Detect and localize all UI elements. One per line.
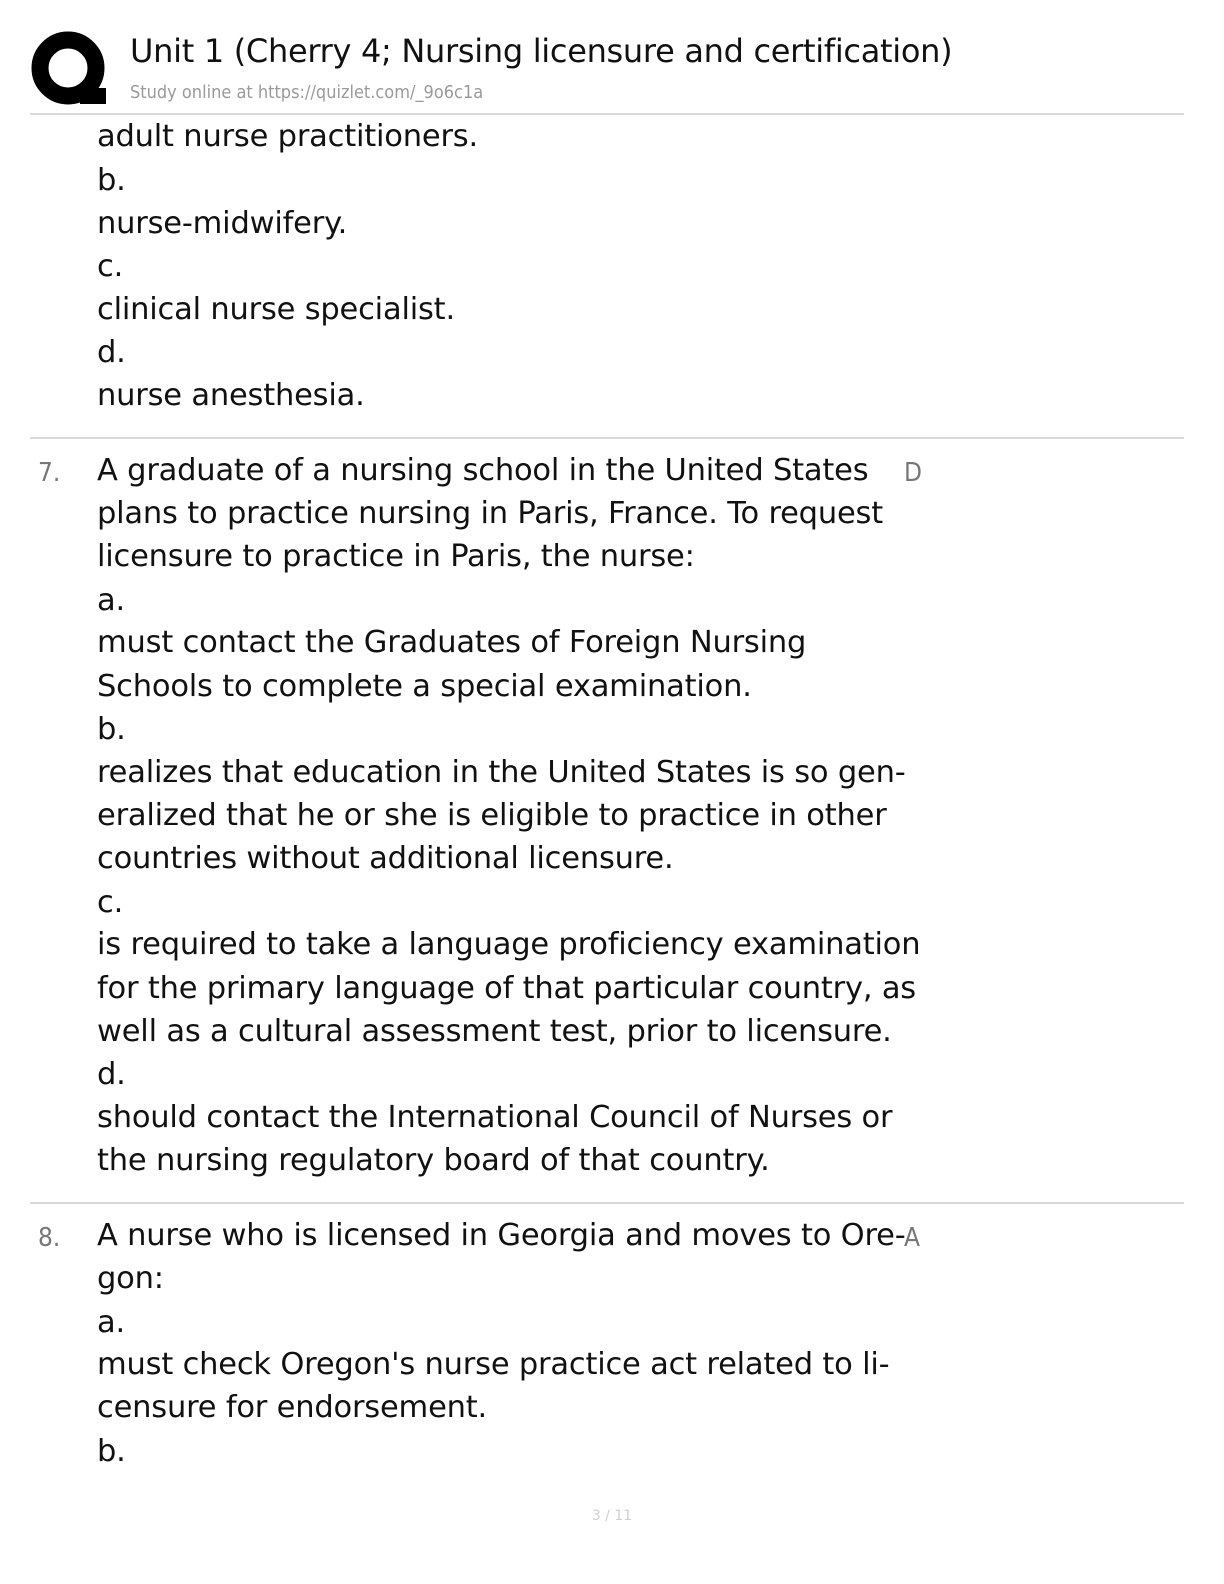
option-text: nurse anesthesia. <box>97 378 365 413</box>
question-number: 7. <box>38 458 61 488</box>
option-text: countries without additional licensure. <box>97 841 674 876</box>
option-text: the nursing regulatory board of that country. <box>97 1143 770 1178</box>
option-text: Schools to complete a special examination. <box>97 669 752 704</box>
option-letter: b. <box>97 163 126 198</box>
question-text: licensure to practice in Paris, the nurse: <box>97 539 695 574</box>
option-text: should contact the International Council of Nurses or <box>97 1100 893 1135</box>
option-letter: d. <box>97 335 126 370</box>
question-text: A nurse who is licensed in Georgia and moves to Ore- <box>97 1218 906 1253</box>
question-text: plans to practice nursing in Paris, France. To request <box>97 496 883 531</box>
option-text: must contact the Graduates of Foreign Nursing <box>97 625 807 660</box>
option-text: eralized that he or she is eligible to practice in other <box>97 798 887 833</box>
header-divider <box>30 113 1184 115</box>
option-text: well as a cultural assessment test, prior to licensure. <box>97 1014 892 1049</box>
option-text: clinical nurse specialist. <box>97 292 455 327</box>
answer-key: D <box>904 458 923 488</box>
question-divider <box>30 437 1184 439</box>
question-text: gon: <box>97 1261 164 1296</box>
option-text: realizes that education in the United States is so gen- <box>97 755 906 790</box>
page-title: Unit 1 (Cherry 4; Nursing licensure and certification) <box>130 32 953 70</box>
question-number: 8. <box>38 1223 61 1253</box>
quizlet-logo-icon <box>30 30 110 110</box>
option-text: is required to take a language proficiency examination <box>97 927 921 962</box>
question-text: A graduate of a nursing school in the United States <box>97 453 869 488</box>
option-letter: b. <box>97 1434 126 1469</box>
option-letter: a. <box>97 583 125 618</box>
option-letter: a. <box>97 1305 125 1340</box>
option-text: for the primary language of that particular country, as <box>97 971 916 1006</box>
option-letter: c. <box>97 885 124 920</box>
page-number: 3 / 11 <box>591 1508 633 1524</box>
page-header <box>0 0 1224 115</box>
option-letter: b. <box>97 712 126 747</box>
option-text: adult nurse practitioners. <box>97 119 478 154</box>
option-text: censure for endorsement. <box>97 1390 488 1425</box>
option-text: must check Oregon's nurse practice act related to li- <box>97 1347 890 1382</box>
option-letter: d. <box>97 1057 126 1092</box>
option-text: nurse-midwifery. <box>97 206 348 241</box>
option-letter: c. <box>97 249 124 284</box>
question-divider <box>30 1202 1184 1204</box>
study-online-link[interactable]: Study online at https://quizlet.com/_9o6c1a <box>130 82 484 103</box>
answer-key: A <box>904 1223 920 1253</box>
